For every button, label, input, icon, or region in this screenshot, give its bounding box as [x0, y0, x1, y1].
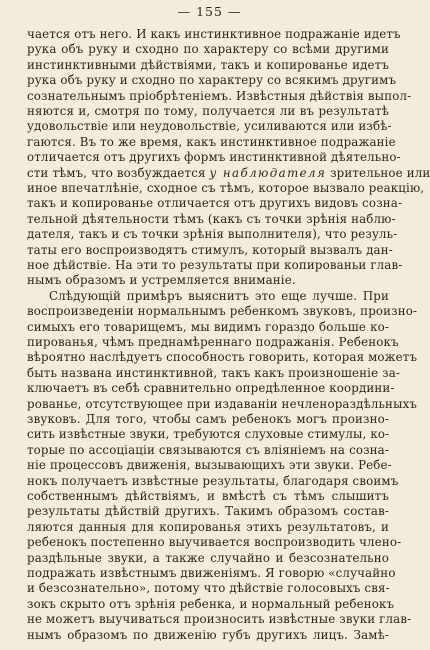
text-line: инстинктивными дѣйствіями, такъ и копированье идетъ	[27, 57, 389, 72]
text-line: сить извѣстные звуки, требуются слуховые стимулы, ко-	[27, 427, 390, 442]
text-line: нокъ получаетъ извѣстные результаты, благодаря своимъ	[27, 473, 399, 488]
page-number: — 155 —	[177, 4, 242, 19]
text-line: подражать извѣстнымъ движеніямъ. Я говорю «случайно	[27, 566, 396, 580]
text-line: рованье, отсутствующее при издаваніи нечленораздѣльныхъ	[27, 396, 418, 411]
text-line: тельной дѣятельности тѣмъ (какъ съ точки зрѣнія наблю-	[27, 211, 396, 226]
text-line: ключаетъ въ себѣ сравнительно опредѣленное координи-	[27, 381, 395, 396]
text-line: звуковъ. Для того, чтобы самъ ребенокъ могъ произно-	[27, 412, 389, 426]
text-line: дателя, такъ и съ точки зрѣнія выполнителя), что резуль-	[27, 227, 398, 242]
text-line: нымъ образомъ по движенію губъ другихъ лицъ. Замѣ-	[27, 627, 389, 642]
text-line: результаты дѣйствій другихъ. Такимъ образомъ состав-	[27, 504, 389, 519]
text-segment: сти тѣмъ, что возбуждается	[27, 165, 210, 180]
text-line: не можетъ выучиваться произносить извѣстные звуки глав-	[27, 612, 412, 627]
text-line: няются и, смотря по тому, получается ли въ результатѣ	[27, 104, 389, 118]
text-line: собственнымъ дѣйствіямъ, и вмѣстѣ съ тѣмъ слышитъ	[27, 489, 389, 503]
text-line: Слѣдующій примѣръ выяснитъ это еще лучше. При	[49, 288, 389, 303]
text-line: и безсознательно», потому что дѣйствіе голосовыхъ свя-	[27, 581, 390, 596]
text-line: ное дѣйствіе. На эти то результаты при копированьи глав-	[27, 258, 403, 272]
text-line: пированья, чѣмъ преднамѣреннаго подражанія. Ребенокъ	[27, 335, 399, 349]
text-segment: зрительное или	[326, 165, 430, 180]
text-line: вѣроятно наслѣдуетъ способность говорить, которая можетъ	[27, 350, 418, 365]
text-line: ляются данныя для копированья этихъ результатовъ, и	[27, 519, 389, 534]
text-line: симыхъ его товарищемъ, мы видимъ гораздо больше ко-	[27, 319, 389, 334]
text-line: торые по ассоціаціи связываются съ вліяніемъ на созна-	[27, 442, 389, 457]
text-line: рука объ руку и сходно по характеру со всѣми другими	[27, 42, 389, 57]
text-line: таты его воспроизводятъ стимулъ, который вызвалъ дан-	[27, 242, 393, 257]
text-line: нымъ образомъ и устремляется вниманіе.	[27, 273, 296, 288]
text-line: чается отъ него. И какъ инстинктивное подражаніе идетъ	[27, 27, 401, 41]
text-line: гаются. Въ то же время, какъ инстинктивное подражаніе	[27, 134, 396, 149]
text-line: раздѣльные звуки, а также случайно и безсознательно	[27, 550, 389, 565]
text-line: рука объ руку и сходно по характеру со всякимъ другимъ	[27, 73, 397, 88]
text-line: ребенокъ постепенно выучивается воспроизводить члено-	[27, 535, 402, 550]
text-line: удовольствіе или неудовольствіе, усиливаются или избѣ-	[27, 119, 392, 134]
text-line: такъ и копированье отличается отъ другихъ видовъ созна-	[27, 196, 403, 211]
text-line: иное впечатлѣніе, сходное съ тѣмъ, которое вызвало реакцію,	[27, 181, 425, 195]
emphasized-text: у наблюдателя	[209, 165, 327, 180]
text-line: зокъ скрыто отъ зрѣнія ребенка, и нормальный ребенокъ	[27, 596, 395, 611]
text-line: воспроизведеніи нормальнымъ ребенкомъ звуковъ, произно-	[27, 304, 418, 319]
text-line: сознательнымъ пріобрѣтеніемъ. Извѣстныя дѣйствія выпол-	[27, 88, 412, 103]
text-line: отличается отъ другихъ формъ инстинктивной дѣятельно-	[27, 150, 401, 165]
text-line: быть названа инстинктивной, такъ какъ произношеніе за-	[27, 365, 401, 380]
text-line: ніе процессовъ движенія, вызывающихъ эти звуки. Ребе-	[27, 458, 392, 473]
